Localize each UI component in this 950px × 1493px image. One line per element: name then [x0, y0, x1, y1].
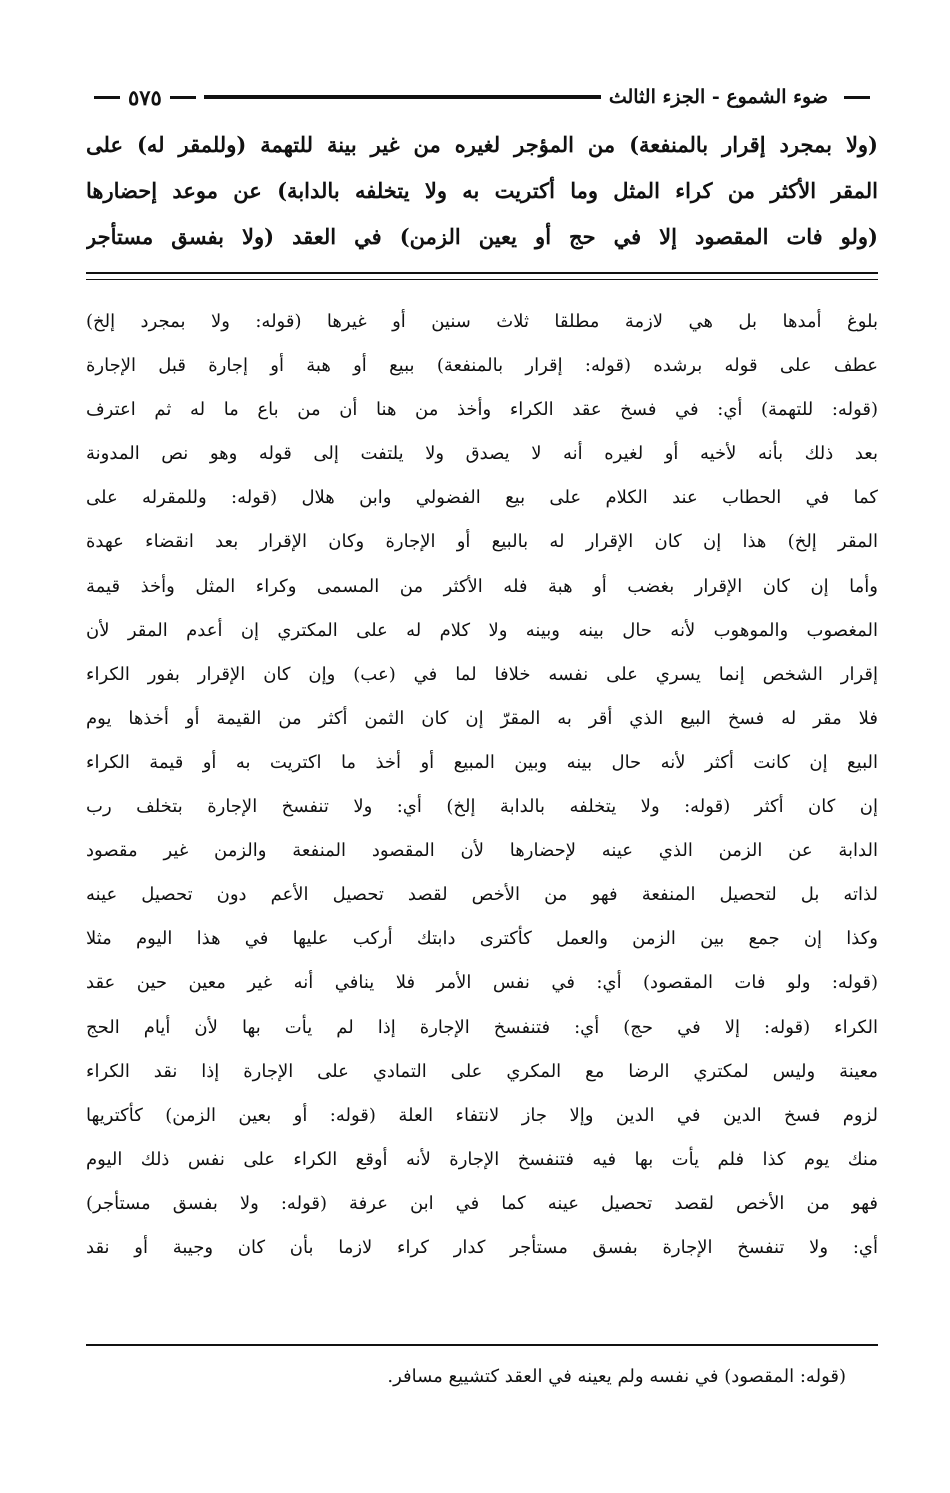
commentary-line: بلوغ أمدها بل هي لازمة مطلقا ثلاث سنين أو غيرها (قوله: ولا بمجرد إلخ)	[86, 311, 878, 332]
commentary-line: لزوم فسخ الدين في الدين وإلا جاز لانتفاء العلة (قوله: أو بعين الزمن) كأكتريها	[86, 1104, 878, 1126]
commentary-line: الدابة عن الزمن الذي عينه لإحضارها لأن المقصود المنفعة والزمن غير مقصود	[86, 840, 878, 862]
matn-line: (ولا بمجرد إقرار بالمنفعة) من المؤجر لغيره من غير بينة للتهمة (وللمقر له) على	[86, 132, 878, 157]
commentary-line: بعد ذلك بأنه لأخيه أو لغيره أنه لا يصدق ولا يلتفت إلى قوله وهو نص المدونة	[86, 443, 878, 465]
commentary-line: أي: ولا تنفسخ الإجارة بفسق مستأجر كدار كراء لازما بأن كان وجيبة أو نقد	[86, 1236, 878, 1258]
footnote: (قوله: المقصود) في نفسه ولم يعينه في العقد كتشييع مسافر.	[387, 1366, 846, 1387]
header-dash-left	[94, 96, 120, 99]
commentary-line: إقرار الشخص إنما يسري على نفسه خلافا لما في (عب) وإن كان الإقرار بفور الكراء	[86, 663, 878, 685]
commentary-line: فلا مقر له فسخ البيع الذي أقر به المقرّ إن كان الثمن أكثر من القيمة أو أخذها يوم	[86, 707, 878, 729]
commentary-line: كما في الحطاب عند الكلام على بيع الفضولي وابن هلال (قوله: وللمقرله على	[86, 487, 878, 509]
matn-separator	[86, 272, 878, 280]
header-dash-mid	[170, 96, 196, 99]
footnote-separator	[86, 1344, 878, 1346]
commentary-line: المغصوب والموهوب لأنه حال بينه وبينه ولا كلام له على المكتري إن أعدم المقر لأن	[86, 619, 878, 641]
matn-line: المقر الأكثر من كراء المثل وما أكتريت به ولا يتخلفه بالدابة) عن موعد إحضارها	[86, 178, 878, 203]
commentary-line: منك يوم كذا فلم يأت بها فيه فتنفسخ الإجارة لأنه أوقع الكراء على نفس ذلك اليوم	[86, 1148, 878, 1170]
commentary-line: إن كان أكثر (قوله: ولا يتخلفه بالدابة إلخ) أي: ولا تنفسخ الإجارة بتخلف رب	[86, 796, 878, 818]
page-header	[86, 82, 878, 112]
commentary-line: (قوله: للتهمة) أي: في فسخ عقد الكراء وأخذ من هنا أن من باع ما له ثم اعترف	[86, 399, 878, 421]
header-rule	[204, 95, 601, 99]
commentary-line: لذاته بل لتحصيل المنفعة فهو من الأخص لقصد تحصيل الأعم دون تحصيل عينه	[86, 884, 878, 906]
commentary-line: (قوله: ولو فات المقصود) أي: في نفس الأمر فلا ينافي أنه غير معين حين عقد	[86, 972, 878, 994]
commentary-line: البيع إن كانت أكثر لأنه حال بينه وبين المبيع أو أخذ ما اكتريت به أو قيمة الكراء	[86, 751, 878, 773]
page-number: ٥٧٥	[128, 84, 162, 110]
header-dash-right	[844, 96, 870, 99]
commentary-line: معينة وليس لمكتري الرضا مع المكري على التمادي على الإجارة إذا نقد الكراء	[86, 1060, 878, 1082]
commentary-line: وكذا إن جمع بين الزمن والعمل كأكترى دابتك أركب عليها في هذا اليوم مثلا	[86, 928, 878, 950]
matn-line: (ولو فات المقصود إلا في حج أو يعين الزمن) في العقد (ولا بفسق مستأجر	[86, 224, 878, 249]
commentary-line: الكراء (قوله: إلا في حج) أي: فتنفسخ الإجارة إذا لم يأت بها لأن أيام الحج	[86, 1016, 878, 1038]
commentary-text	[86, 300, 878, 1270]
commentary-line: فهو من الأخص لقصد تحصيل عينه كما في ابن عرفة (قوله: ولا بفسق مستأجر)	[86, 1192, 878, 1214]
commentary-line: المقر إلخ) هذا إن كان الإقرار له بالبيع أو الإجارة وكان الإقرار بعد انقضاء عهدة	[86, 531, 878, 553]
running-title: ضوء الشموع - الجزء الثالث	[608, 86, 828, 108]
matn-text	[86, 122, 878, 260]
commentary-line: عطف على قوله برشده (قوله: إقرار بالمنفعة) ببيع أو هبة أو إجارة قبل الإجارة	[86, 355, 878, 377]
commentary-line: وأما إن كان الإقرار بغضب أو هبة فله الأكثر من المسمى وكراء المثل وأخذ قيمة	[86, 575, 878, 597]
